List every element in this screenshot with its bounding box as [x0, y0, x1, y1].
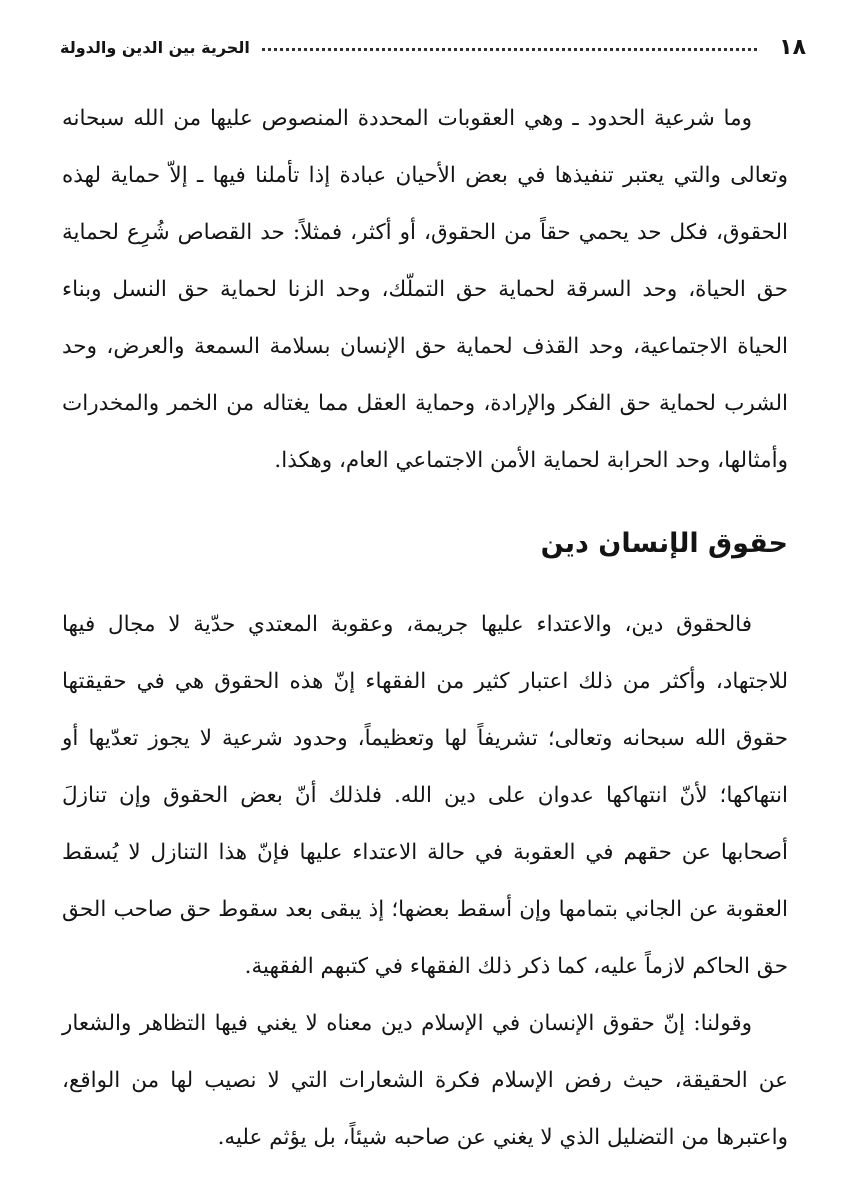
- running-title: الحرية بين الدين والدولة: [60, 37, 250, 57]
- section-body: [62, 596, 788, 1166]
- page-number: ١٨: [779, 34, 806, 60]
- body-paragraph: وقولنا: إنّ حقوق الإنسان في الإسلام دين معناه لا يغني فيها التظاهر والشعار عن الحقيقة، حيث رفض الإسلام فكرة الشعارات التي لا نصيب لها من الواقع، واعتبرها من التضليل الذي لا يغني عن صاحبه شيئاً، بل يؤثم عليه.: [62, 1011, 788, 1150]
- body-paragraph: فالحقوق دين، والاعتداء عليها جريمة، وعقوبة المعتدي حدّية لا مجال فيها للاجتهاد، وأكثر من ذلك اعتبار كثير من الفقهاء إنّ هذه الحقوق هي في حقيقتها حقوق الله سبحانه وتعالى؛ تشريفاً لها وتعظيماً، وحدود شرعية لا يجوز تعدّيها أو انتهاكها؛ لأنّ انتهاكها عدوان على دين الله. فلذلك أنّ بعض الحقوق وإن تنازلَ أصحابها عن حقهم في العقوبة في حالة الاعتداء عليها فإنّ هذا التنازل لا يُسقط العقوبة عن الجاني بتمامها وإن أسقط بعضها؛ إذ يبقى بعد سقوط حق صاحب الحق حق الحاكم لازماً عليه، كما ذكر ذلك الفقهاء في كتبهم الفقهية.: [62, 612, 788, 979]
- section-heading: حقوق الإنسان دين: [540, 528, 788, 559]
- running-header: [60, 28, 806, 66]
- intro-text: [62, 90, 788, 489]
- body-paragraph: وما شرعية الحدود ـ وهي العقوبات المحددة المنصوص عليها من الله سبحانه وتعالى والتي يعتبر تنفيذها في بعض الأحيان عبادة إذا تأملنا فيها ـ إلاّ حماية لهذه الحقوق، فكل حد يحمي حقاً من الحقوق، أو أكثر، فمثلاً: حد القصاص شُرِع لحماية حق الحياة، وحد السرقة لحماية حق التملّك، وحد الزنا لحماية حق النسل وبناء الحياة الاجتماعية، وحد القذف لحماية حق الإنسان بسلامة السمعة والعرض، وحد الشرب لحماية حق الفكر والإرادة، وحماية العقل مما يغتاله من الخمر والمخدرات وأمثالها، وحد الحرابة لحماية الأمن الاجتماعي العام، وهكذا.: [62, 106, 788, 473]
- header-leader-dots: [262, 48, 757, 51]
